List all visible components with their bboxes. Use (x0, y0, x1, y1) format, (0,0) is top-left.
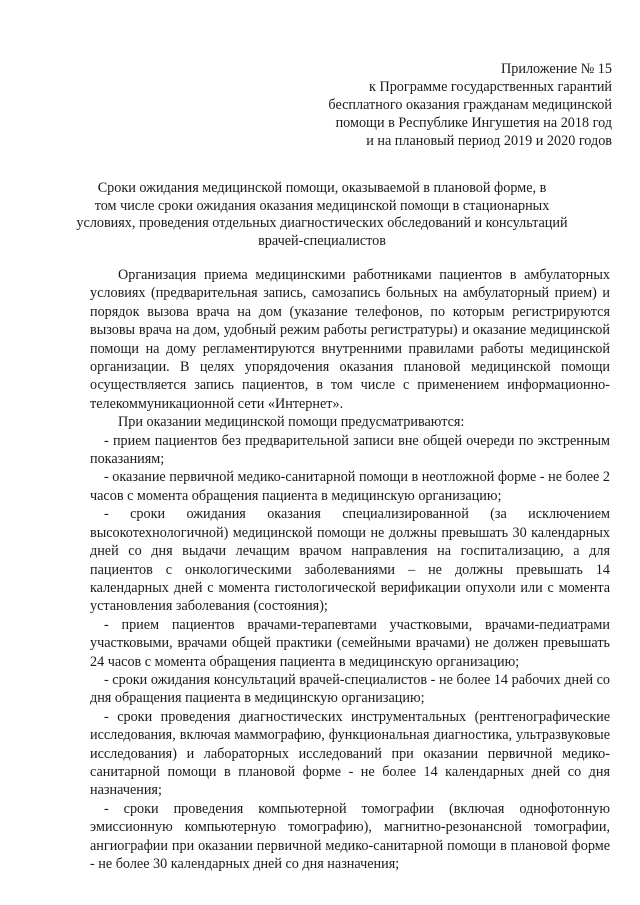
title-line: условиях, проведения отдельных диагностических обследований и консультаций (76, 215, 568, 232)
list-item: - оказание первичной медико-санитарной помощи в неотложной форме - не более 2 часов с момента обращения пациента в медицинскую организацию; (90, 469, 610, 504)
title-line: Сроки ожидания медицинской помощи, оказываемой в плановой форме, в (97, 180, 547, 196)
annex-header (252, 60, 612, 150)
list-item: - прием пациентов врачами-терапевтами участковыми, врачами-педиатрами участковыми, врачами общей практики (семейными врачами) не должен превышать 24 часов с момента обращения пациента в медицинскую организацию; (90, 616, 610, 670)
intro-paragraph: Организация приема медицинскими работниками пациентов в амбулаторных условиях (предварительная запись, самозапись больных на амбулаторный прием) и порядок вызова врача на дом (указание телефонов, по которым регистрируются вызовы врача на дом, удобный режим работы регистратуры) и оказание медицинской помощи на дому регламентируются внутренними правилами работы медицинской организации. В целях упорядочения оказания плановой медицинской помощи осуществляется запись пациентов, в том числе с применением информационно-телекоммуникационной сети «Интернет». (90, 267, 610, 412)
annex-line: помощи в Республике Ингушетия на 2018 год (335, 115, 612, 131)
title-line: том числе сроки ожидания оказания медицинской помощи в стационарных (94, 197, 550, 214)
annex-line: бесплатного оказания гражданам медицинской (328, 97, 612, 113)
list-item: - сроки ожидания оказания специализированной (за исключением высокотехнологичной) медицинской помощи не должны превышать 30 календарных дней со дня выдачи лечащим врачом направления на госпитализацию, а для пациентов с онкологическими заболеваниями – не должны превышать 14 календарных дней с момента гистологической верификации опухоли или с момента установления заболевания (состояния); (90, 506, 610, 615)
document-body (90, 266, 610, 873)
annex-line: к Программе государственных гарантий (369, 79, 612, 95)
document-title (62, 180, 582, 250)
lead-paragraph: При оказании медицинской помощи предусматриваются: (118, 414, 465, 431)
list-item: - прием пациентов без предварительной записи вне общей очереди по экстренным показаниям; (90, 432, 610, 468)
list-item: - сроки ожидания консультаций врачей-специалистов - не более 14 рабочих дней со дня обращения пациента в медицинскую организацию; (90, 671, 610, 707)
list-item: - сроки проведения компьютерной томографии (включая однофотонную эмиссионную компьютерную томографию), магнитно-резонансной томографии, ангиографии при оказании первичной медико-санитарной помощи в плановой форме - не более 30 календарных дней со дня назначения; (90, 800, 610, 872)
title-line: врачей-специалистов (258, 232, 386, 249)
list-item: - сроки проведения диагностических инструментальных (рентгенографические исследования, включая маммографию, функциональная диагностика, ультразвуковые исследования) и лабораторных исследований при оказании первичной медико-санитарной помощи в плановой форме - не более 14 календарных дней со дня назначения; (90, 708, 610, 799)
annex-line: и на плановый период 2019 и 2020 годов (366, 133, 612, 149)
annex-line: Приложение № 15 (501, 61, 612, 77)
